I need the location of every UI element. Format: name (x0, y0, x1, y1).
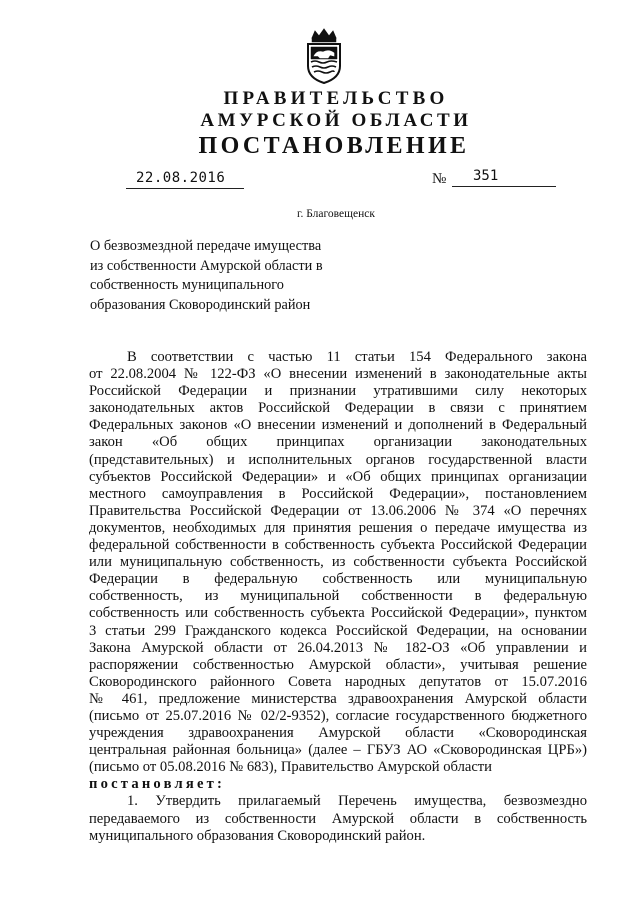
preamble-line: В соответствии с частью 11 статьи 154 Федерального закона (127, 349, 587, 365)
preamble-line: распоряжении собственностью Амурской области», учитывая решение (89, 656, 587, 673)
date-underline (126, 188, 244, 189)
decree-body (89, 349, 587, 845)
number-underline (452, 186, 556, 187)
preamble-line: законодательных актов Российской Федерации в связи с принятием (89, 400, 587, 417)
decree-number: 351 (473, 168, 499, 184)
preamble-line: учреждения здравоохранения Амурской области «Сковородинская (89, 725, 587, 742)
preamble-line: федеральной собственности в собственность субъекта Российской Федерации (89, 537, 587, 554)
item1-line: 1. Утвердить прилагаемый Перечень имущества, безвозмездно (127, 793, 587, 810)
item1-line: передаваемого из собственности Амурской области в собственность (89, 810, 587, 827)
preamble-line: закон «Об общих принципах организации законодательных (89, 434, 587, 451)
preamble-line: или муниципальную собственность, из собственности субъекта Российской (89, 554, 587, 571)
subject-line: образования Сковородинский район (90, 296, 311, 313)
document-type-title: ПОСТАНОВЛЕНИЕ (198, 133, 470, 159)
subject-line: из собственности Амурской области в (90, 257, 323, 274)
preamble-line: Правительства Российской Федерации от 13.06.2006 № 374 «О перечнях (89, 502, 587, 519)
government-name-line1: ПРАВИТЕЛЬСТВО (223, 88, 449, 109)
decree-date: 22.08.2016 (136, 170, 226, 186)
city-name: г. Благовещенск (297, 208, 375, 220)
decree-subject (90, 237, 380, 315)
preamble-line: Федеральных законов «О внесении изменений и дополнений в Федеральный (89, 417, 587, 434)
item1-line: муниципального образования Сковородинский район. (89, 827, 426, 844)
government-name-line2: АМУРСКОЙ ОБЛАСТИ (200, 110, 472, 131)
preamble-line: центральная районная больница» (далее – ГБУЗ АО «Сковородинская ЦРБ») (89, 742, 587, 759)
preamble-line: № 461, предложение министерства здравоохранения Амурской области (89, 690, 587, 707)
amur-region-coat-of-arms-icon (303, 28, 345, 84)
preamble-line: от 22.08.2004 № 122-ФЗ «О внесении изменений в законодательные акты (89, 366, 587, 383)
preamble-line: собственность, из муниципальной собственности в федеральную (89, 588, 587, 605)
preamble-line: Российской Федерации и признании утратившими силу некоторых (89, 383, 587, 400)
preamble-line: (письмо от 25.07.2016 № 02/2-9352), согласие государственного бюджетного (89, 707, 587, 724)
number-sign: № (432, 171, 447, 187)
preamble-line: (представительных) и исполнительных органов государственной власти (89, 451, 587, 468)
preamble-line: (письмо от 05.08.2016 № 683), Правительство Амурской области (89, 759, 492, 776)
resolves-label: постановляет: (89, 776, 226, 793)
preamble-line: документов, необходимых для принятия решения о передаче имущества из (89, 519, 587, 536)
preamble-line: субъектов Российской Федерации» и «Об общих принципах организации (89, 468, 587, 485)
subject-line: О безвозмездной передаче имущества (90, 238, 322, 254)
subject-line: собственность муниципального (90, 277, 284, 293)
preamble-line: Сковородинского районного Совета народных депутатов от 15.07.2016 (89, 673, 587, 690)
preamble-line: 3 статьи 299 Гражданского кодекса Российской Федерации, на основании (89, 622, 587, 639)
preamble-line: Федерации в федеральную собственность или муниципальную (89, 571, 587, 588)
preamble-line: Закона Амурской области от 26.04.2013 № 182-ОЗ «Об управлении и (89, 639, 587, 656)
preamble-line: местного самоуправления в Российской Федерации», постановлением (89, 485, 587, 502)
preamble-line: собственность или собственность субъекта Российской Федерации», пунктом (89, 605, 587, 622)
